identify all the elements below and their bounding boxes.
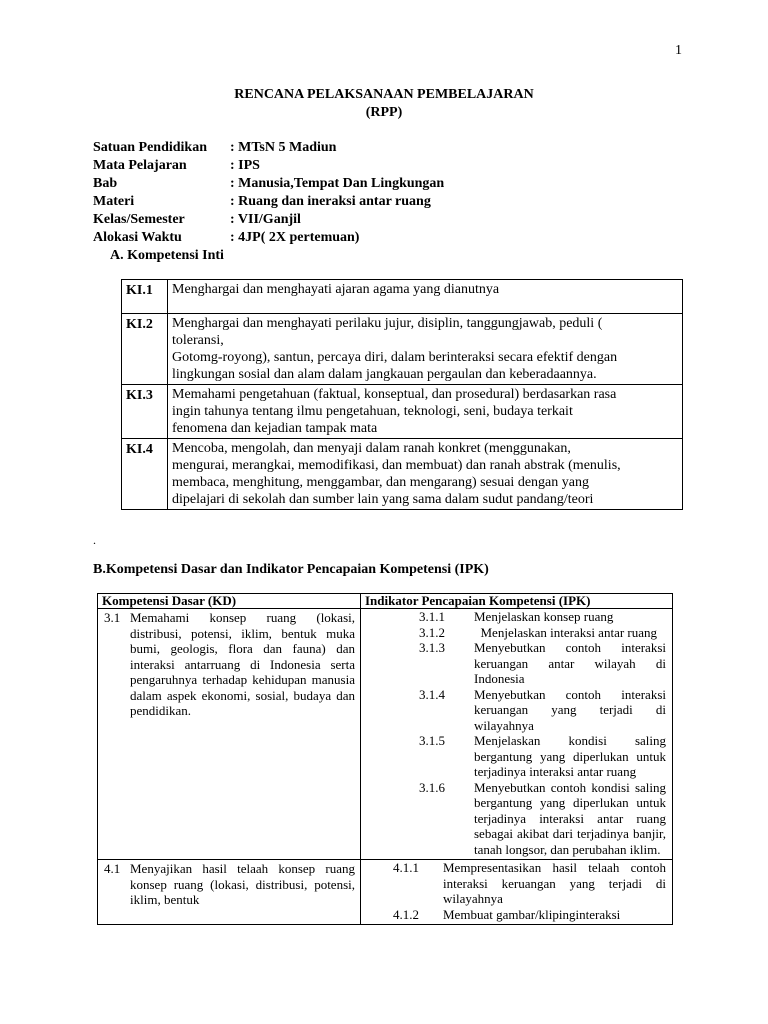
section-heading-kompetensi-inti: A. Kompetensi Inti	[110, 248, 224, 263]
kd-column-header: Kompetensi Dasar (KD)	[98, 594, 361, 609]
ipk-item	[365, 640, 666, 687]
ipk-text: Menyebutkan contoh kondisi saling bergantung yang diperlukan untuk terjadinya interaksi antar ruang sebagai akibat dari terjadinya banjir, tanah longsor, dan perubahan iklim.	[474, 779, 666, 857]
kd-cell	[98, 860, 361, 925]
ipk-cell	[361, 609, 673, 860]
ipk-item	[365, 907, 666, 923]
document-metadata	[93, 139, 444, 247]
kd-cell	[98, 609, 361, 860]
ki-row	[122, 280, 683, 314]
ipk-text: Mempresentasikan hasil telaah contoh interaksi keruangan yang terjadi di wilayahnya	[443, 860, 666, 906]
ipk-text: Menyebutkan contoh interaksi keruangan antar wilayah di Indonesia	[474, 640, 666, 686]
meta-label: Satuan Pendidikan	[93, 140, 207, 155]
meta-row-alokasi-waktu	[93, 229, 444, 247]
ipk-number: 3.1.2	[419, 624, 445, 640]
kd-number: 4.1	[104, 861, 121, 876]
meta-label: Materi	[93, 194, 135, 209]
ipk-text: Menjelaskan kondisi saling bergantung yang diperlukan untuk terjadinya interaksi antar ruang	[474, 733, 666, 779]
ipk-item	[365, 733, 666, 780]
kd-item	[104, 861, 355, 908]
section-heading-kompetensi-dasar: B.Kompetensi Dasar dan Indikator Pencapaian Kompetensi (IPK)	[93, 562, 489, 577]
ipk-item	[365, 609, 666, 625]
ipk-number: 3.1.5	[419, 733, 445, 748]
ki-text: Memahami pengetahuan (faktual, konseptual, dan prosedural) berdasarkan rasa ingin tahunya tentang ilmu pengetahuan, teknologi, seni, budaya terkait fenomena dan kejadian tampak mata	[168, 385, 683, 439]
ipk-item	[365, 625, 666, 641]
meta-label: Kelas/Semester	[93, 212, 185, 227]
ipk-number: 3.1.4	[419, 686, 445, 702]
ipk-item	[365, 780, 666, 858]
meta-value: : VII/Ganjil	[230, 212, 301, 227]
ipk-number: 3.1.6	[419, 779, 445, 795]
ipk-column-header: Indikator Pencapaian Kompetensi (IPK)	[361, 594, 673, 609]
title-line-2: (RPP)	[365, 105, 403, 120]
ipk-text: Membuat gambar/klipinginteraksi	[443, 906, 621, 922]
kd-row	[98, 609, 673, 860]
kd-item	[104, 610, 355, 719]
meta-label: Mata Pelajaran	[93, 158, 187, 173]
kd-text: Memahami konsep ruang (lokasi, distribusi, potensi, iklim, bentuk muka bumi, geologis, flora dan fauna) dan interaksi antarruang di Indonesia serta pengaruhnya terhadap kehidupan manusia dalam aspek ekonomi, sosial, budaya dan pendidikan.	[130, 610, 355, 718]
meta-row-satuan-pendidikan	[93, 139, 444, 157]
ki-code: KI.2	[122, 314, 168, 385]
kd-number: 3.1	[104, 610, 121, 625]
ki-code: KI.4	[122, 439, 168, 510]
ki-code: KI.1	[122, 280, 168, 314]
meta-row-kelas-semester	[93, 211, 444, 229]
ipk-item	[365, 687, 666, 734]
ipk-number: 3.1.1	[419, 609, 445, 624]
kompetensi-dasar-table	[97, 593, 673, 925]
meta-value: : 4JP( 2X pertemuan)	[230, 230, 360, 245]
ipk-number: 4.1.1	[393, 860, 419, 875]
ipk-item	[365, 860, 666, 907]
ipk-number: 4.1.2	[393, 906, 419, 922]
meta-value: : IPS	[230, 158, 260, 173]
ipk-text: Menyebutkan contoh interaksi keruangan yang terjadi di wilayahnya	[474, 686, 666, 733]
kd-text: Menyajikan hasil telaah konsep ruang konsep ruang (lokasi, distribusi, potensi, iklim, bentuk	[130, 861, 355, 907]
kompetensi-inti-table	[121, 279, 683, 510]
ki-row	[122, 314, 683, 385]
meta-value: : MTsN 5 Madiun	[230, 140, 337, 155]
stray-dot: .	[93, 533, 96, 547]
ipk-text: Menjelaskan konsep ruang	[474, 609, 614, 624]
meta-label: Bab	[93, 176, 118, 191]
title-line-1: RENCANA PELAKSANAAN PEMBELAJARAN	[234, 87, 534, 102]
document-title	[0, 86, 768, 122]
kd-header-row	[98, 594, 673, 609]
page-number: 1	[675, 43, 682, 58]
ki-text: Mencoba, mengolah, dan menyaji dalam ranah konkret (menggunakan, mengurai, merangkai, memodifikasi, dan membuat) dan ranah abstrak (menulis, membaca, menghitung, menggambar, dan mengarang) sesuai dengan yang dipelajari di sekolah dan sumber lain yang sama dalam sudut pandang/teori	[168, 439, 683, 510]
ki-code: KI.3	[122, 385, 168, 439]
meta-value: : Manusia,Tempat Dan Lingkungan	[230, 176, 445, 191]
ki-text: Menghargai dan menghayati ajaran agama yang dianutnya	[168, 280, 683, 314]
kd-row	[98, 860, 673, 925]
ki-row	[122, 385, 683, 439]
meta-label: Alokasi Waktu	[93, 230, 182, 245]
meta-value: : Ruang dan ineraksi antar ruang	[230, 194, 431, 209]
ipk-text: Menjelaskan interaksi antar ruang	[474, 624, 658, 640]
ipk-number: 3.1.3	[419, 640, 445, 655]
ipk-cell	[361, 860, 673, 925]
ki-text: Menghargai dan menghayati perilaku jujur, disiplin, tanggungjawab, peduli ( toleransi, Gotomg-royong), santun, percaya diri, dalam berinteraksi secara efektif dengan lingkungan sosial dan alam dalam jangkauan pergaulan dan keberadaannya.	[168, 314, 683, 385]
meta-row-mata-pelajaran	[93, 157, 444, 175]
ki-row	[122, 439, 683, 510]
meta-row-bab	[93, 175, 444, 193]
meta-row-materi	[93, 193, 444, 211]
